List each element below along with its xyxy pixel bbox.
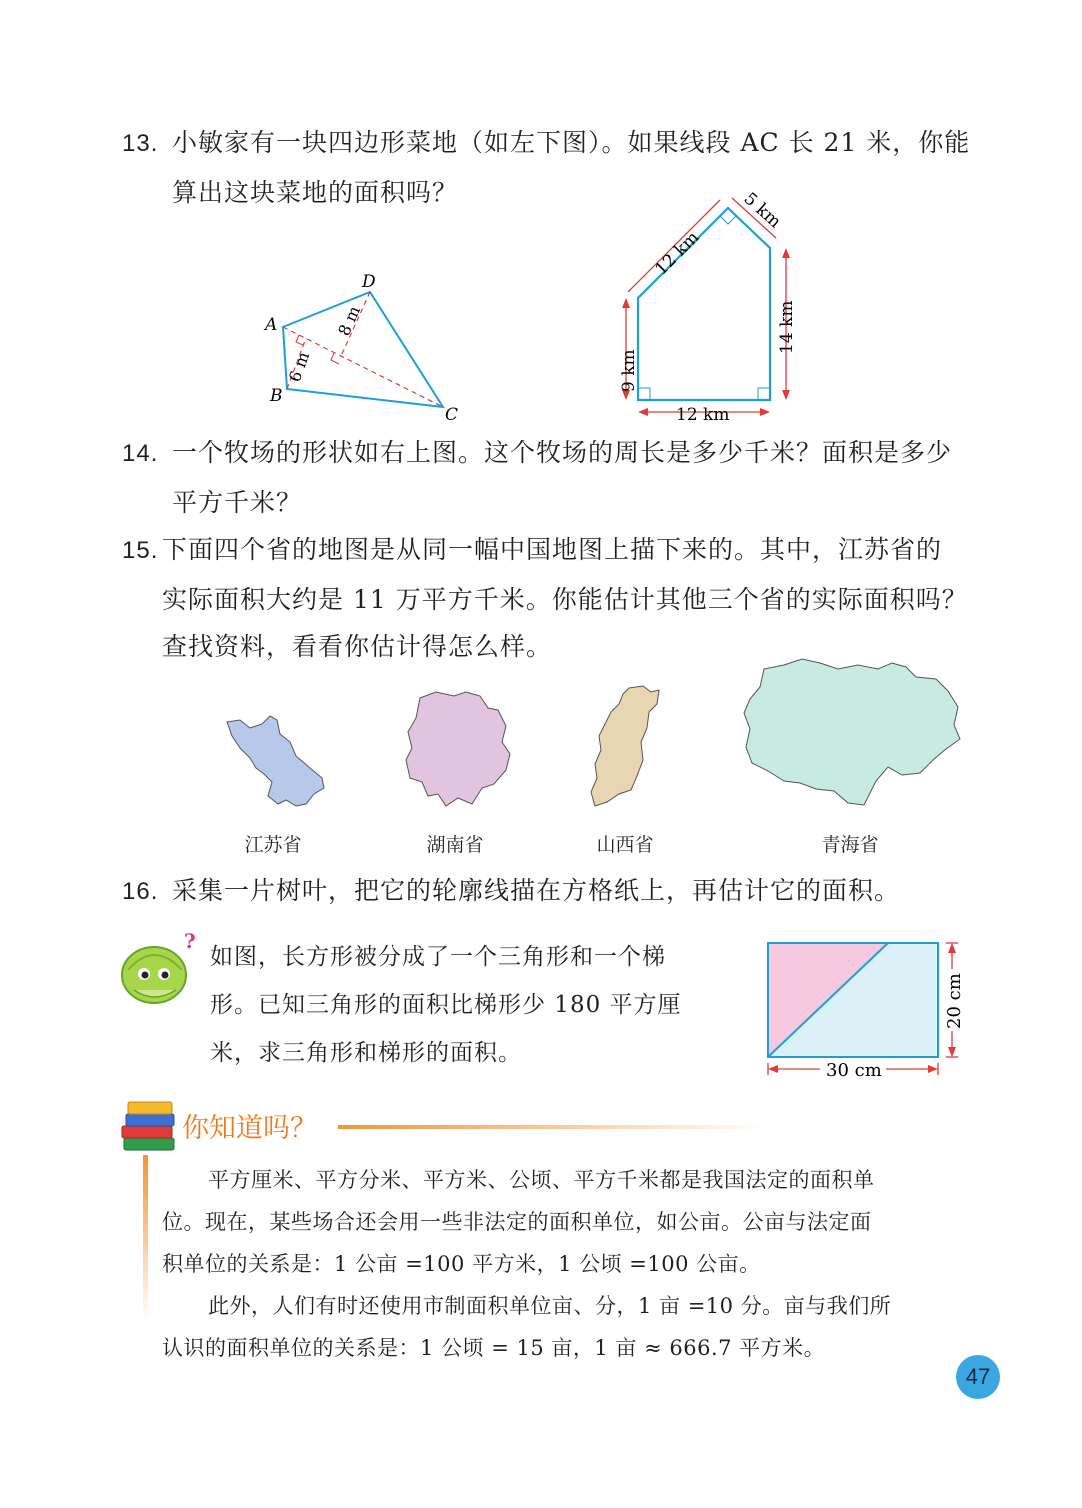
q15-line3: 查找资料，看看你估计得怎么样。 [162,632,553,661]
quadrilateral-figure [255,265,475,430]
books-icon [118,1098,180,1158]
page-number-badge [956,1355,1000,1399]
q14-line2: 平方千米？ [172,488,303,517]
side-top-left-label: 12 km [651,227,704,280]
did-you-know-underline [338,1125,768,1129]
province-label-hunan: 湖南省 [426,834,484,856]
jiangsu-map [222,712,332,812]
side-right-label: 14 km [777,300,797,354]
q13-line1: 小敏家有一块四边形菜地（如左下图）。如果线段 AC 长 21 米，你能 [172,128,971,157]
height-label: 20 cm [944,973,965,1029]
q15-line1: 下面四个省的地图是从同一幅中国地图上描下来的。其中，江苏省的 [162,535,943,564]
q15-number: 15. [122,537,159,564]
province-label-qinghai: 青海省 [821,834,879,856]
dyk-p1-line1: 平方厘米、平方分米、平方米、公顷、平方千米都是我国法定的面积单 [208,1168,875,1192]
challenge-line2: 形。已知三角形的面积比梯形少 180 平方厘 [210,992,682,1018]
did-you-know-sidebar [143,1155,148,1320]
q13-number: 13. [122,130,159,157]
dyk-p1-line3: 积单位的关系是：1 公亩 =100 平方米，1 公顷 =100 公亩。 [162,1252,761,1276]
side-top-right-label: 5 km [739,188,785,233]
width-label: 30 cm [826,1060,882,1081]
side-bottom-label: 12 km [676,405,730,425]
label-a: A [265,315,278,335]
dyk-p2-line1: 此外，人们有时还使用市制面积单位亩、分，1 亩 =10 分。亩与我们所 [208,1294,892,1318]
height-label-6m: 6 m [284,349,314,385]
did-you-know-title: 你知道吗？ [182,1113,317,1144]
pasture-figure [600,180,820,425]
height-label-8m: 8 m [334,303,365,339]
rectangle-figure [760,935,975,1085]
dyk-p2-line2: 认识的面积单位的关系是：1 公顷 = 15 亩，1 亩 ≈ 666.7 平方米。 [162,1336,826,1360]
hunan-map [402,688,517,813]
label-d: D [362,272,376,292]
dyk-p1-line2: 位。现在，某些场合还会用一些非法定的面积单位，如公亩。公亩与法定面 [162,1210,872,1234]
q14-line1: 一个牧场的形状如右上图。这个牧场的周长是多少千米？面积是多少 [172,438,953,467]
challenge-line1: 如图，长方形被分成了一个三角形和一个梯 [210,944,666,970]
q14-number: 14. [122,440,159,467]
page-number: 47 [965,1364,991,1389]
qinghai-map [740,655,965,810]
label-c: C [445,405,459,425]
q15-line2: 实际面积大约是 11 万平方千米。你能估计其他三个省的实际面积吗？ [162,585,968,614]
label-b: B [270,386,283,406]
cabbage-mascot-icon [116,930,206,1010]
challenge-line3: 米，求三角形和梯形的面积。 [210,1040,522,1066]
province-label-shanxi: 山西省 [596,834,654,856]
svg-text:?: ? [184,930,196,953]
shanxi-map [585,682,670,812]
side-left-label: 9 km [619,349,639,392]
q16-number: 16. [122,878,159,905]
q16-text: 采集一片树叶，把它的轮廓线描在方格纸上，再估计它的面积。 [172,876,901,905]
q13-line2: 算出这块菜地的面积吗？ [172,178,459,207]
province-label-jiangsu: 江苏省 [244,834,302,856]
